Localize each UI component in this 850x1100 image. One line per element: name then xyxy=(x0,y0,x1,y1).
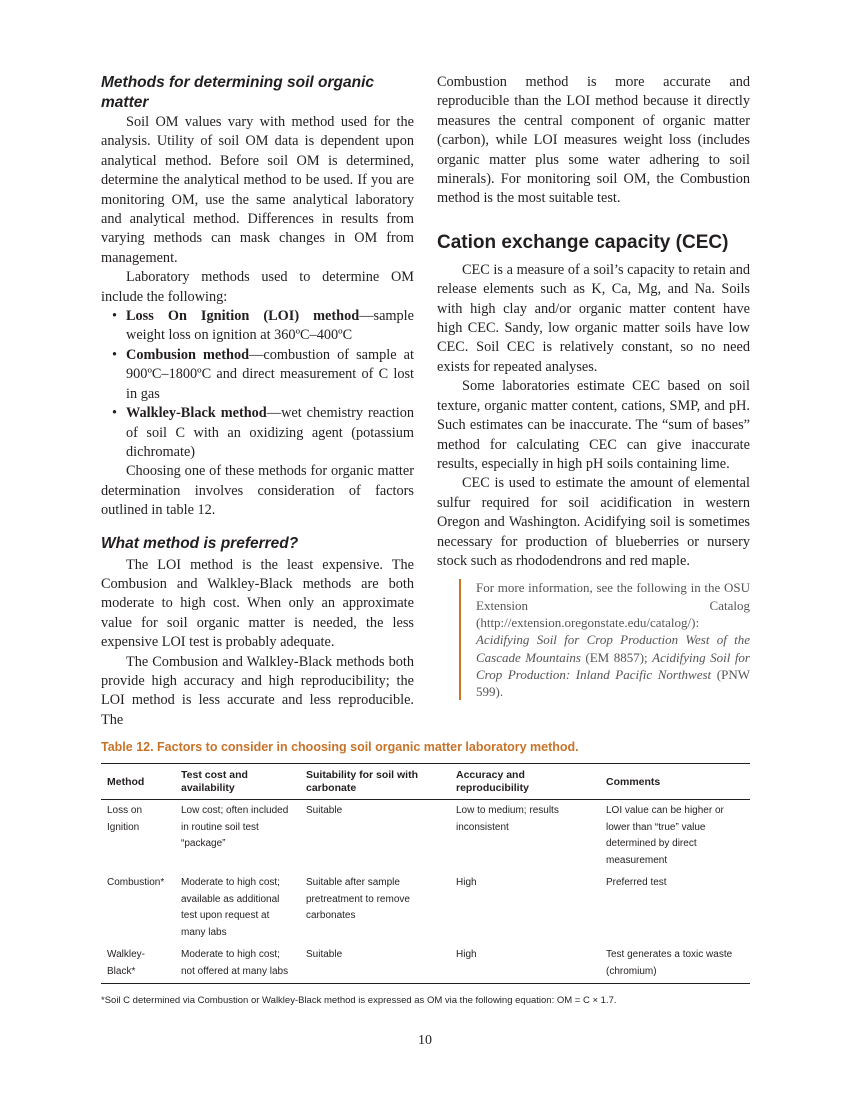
table-cell: Loss on Ignition xyxy=(107,805,143,833)
bullet-marker: • xyxy=(112,405,118,422)
more-info-callout xyxy=(459,579,750,700)
paragraph: The Combusion and Walkley-Black methods both provide high accuracy and high reproducibility; the LOI method is less accurate and less reproducible. The xyxy=(101,653,414,728)
table-cell: Low to medium; results inconsistent xyxy=(456,805,559,833)
table-header-row xyxy=(101,764,750,800)
table-cell: High xyxy=(450,944,600,984)
table-cell: Test generates a toxic waste (chromium) xyxy=(600,944,750,984)
list-item xyxy=(101,404,414,462)
heading-preferred: What method is preferred? xyxy=(101,534,299,552)
column-header: Suitability for soil with carbonate xyxy=(300,764,450,800)
table-12 xyxy=(101,740,750,1006)
heading-methods: Methods for determining soil organic matter xyxy=(101,74,374,111)
paragraph: Choosing one of these methods for organic matter determination involves consideration of factors outlined in table 12. xyxy=(101,463,414,519)
table-cell: Moderate to high cost; not offered at many labs xyxy=(175,944,300,984)
factors-table xyxy=(101,763,750,984)
paragraph: Soil OM values vary with method used for the analysis. Utility of soil OM data is dependent upon analytical method. Before soil OM is determined, determine the analytical method to be used. If you are monitoring OM, use the same analytical laboratory and analytical method. Differences in results from varying methods can mask changes in OM from management. xyxy=(101,114,414,266)
column-header: Test cost and availability xyxy=(175,764,300,800)
list-item xyxy=(101,307,414,346)
paragraph: Some laboratories estimate CEC based on soil texture, organic matter content, cations, SMP, and pH. Such estimates can be inaccurate. The “sum of bases” method for calculating CEC can give inaccurate results, especially in high pH soils containing lime. xyxy=(437,378,750,472)
table-row xyxy=(101,872,750,944)
table-cell: Suitable xyxy=(300,944,450,984)
table-cell: Preferred test xyxy=(606,877,667,888)
table-cell: Moderate to high cost; available as additional test upon request at many labs xyxy=(181,877,280,938)
table-footnote: *Soil C determined via Combustion or Walkley-Black method is expressed as OM via the following equation: OM = C × 1.7. xyxy=(101,995,617,1006)
column-header: Accuracy and reproducibility xyxy=(450,764,600,800)
paragraph: The LOI method is the least expensive. The Combusion and Walkley-Black methods are both moderate to high cost. When only an approximate value for soil organic matter is needed, the less expensive LOI test is probably adequate. xyxy=(101,556,414,651)
column-header: Method xyxy=(101,764,175,800)
table-cell: Low cost; often included in routine soil test “package” xyxy=(181,805,289,849)
publication-title: Acidifying Soil for Crop Production: Inland Pacific Northwest xyxy=(476,649,750,682)
paragraph: Laboratory methods used to determine OM include the following: xyxy=(101,269,414,305)
table-cell: Walkley-Black* xyxy=(101,944,175,984)
methods-list xyxy=(101,307,414,462)
left-column xyxy=(101,73,414,730)
table-row xyxy=(101,800,750,873)
publication-code: (EM 8857); xyxy=(580,649,653,665)
method-name: Loss On Ignition (LOI) method xyxy=(126,308,360,325)
publication-code: (PNW 599). xyxy=(476,666,750,700)
paragraph: CEC is used to estimate the amount of elemental sulfur required for soil acidification in western Oregon and Washington. Acidifying soil is sometimes necessary for production of blueberries or nursery stock such as rhododendrons and red maple. xyxy=(437,475,750,569)
right-column xyxy=(437,73,750,700)
method-name: Walkley-Black method xyxy=(126,405,267,422)
table-cell: High xyxy=(456,877,477,888)
table-title: Table 12. Factors to consider in choosing soil organic matter laboratory method. xyxy=(101,740,579,754)
table-cell: LOI value can be higher or lower than “true” value determined by direct measurement xyxy=(606,805,724,866)
table-row xyxy=(101,944,750,984)
bullet-marker: • xyxy=(112,308,118,325)
column-header: Comments xyxy=(600,764,750,800)
page-number: 10 xyxy=(418,1033,432,1048)
list-item xyxy=(101,346,414,404)
table-cell: Combustion* xyxy=(107,877,165,888)
publication-title: Acidifying Soil for Crop Production West of the Cascade Mountains xyxy=(476,632,750,665)
paragraph: CEC is a measure of a soil’s capacity to retain and release elements such as K, Ca, Mg, and Na. Soils with high clay and/or organic matter content have high CEC. Sandy, low organic matter soils have low CEC. Soil CEC is relatively constant, so no need exists for repeated analyses. xyxy=(437,261,750,375)
method-desc: —wet chemistry reaction of soil C with an oxidizing agent (potassium dichromate) xyxy=(126,405,414,460)
table-cell: Suitable after sample pretreatment to remove carbonates xyxy=(306,877,410,921)
paragraph: Combustion method is more accurate and reproducible than the LOI method because it directly measures the central component of organic matter (carbon), while LOI measures weight loss (includes organic matter plus some water adhering to soil minerals). For monitoring soil OM, the Combustion method is the most suitable test. xyxy=(437,74,750,207)
table-cell: Suitable xyxy=(306,805,343,816)
bullet-marker: • xyxy=(112,346,118,363)
method-name: Combusion method xyxy=(126,346,250,363)
method-desc: —combustion of sample at 900ºC–1800ºC and direct measurement of C lost in gas xyxy=(126,346,414,402)
heading-cec: Cation exchange capacity (CEC) xyxy=(437,231,729,253)
method-desc: —sample weight loss on ignition at 360ºC–400ºC xyxy=(126,308,414,344)
callout-intro: For more information, see the following in the OSU Extension Catalog (http://extension.oregonstate.edu/catalog/): xyxy=(476,580,750,630)
